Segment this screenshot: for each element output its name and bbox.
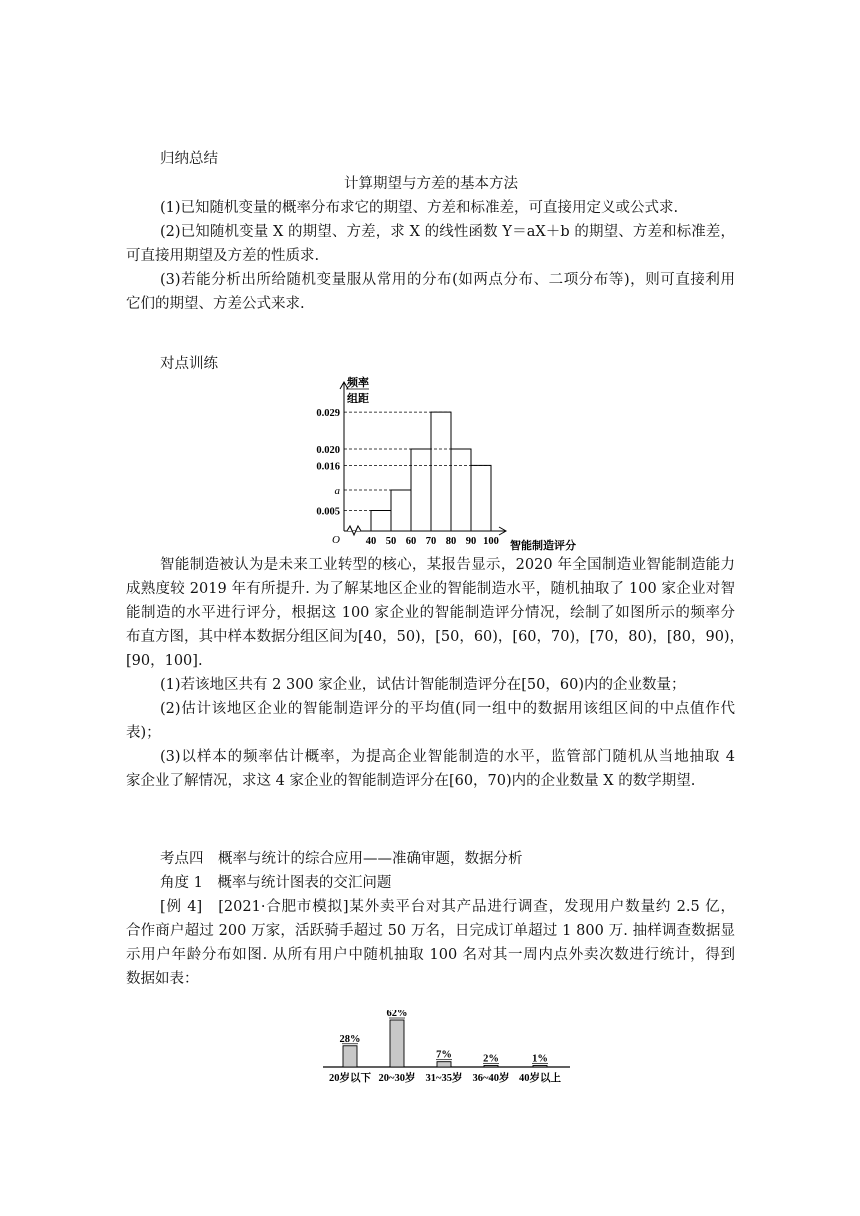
age-bar xyxy=(484,1065,498,1067)
histogram-bar xyxy=(451,449,471,531)
y-tick-label: 0.005 xyxy=(316,506,340,518)
y-axis-label-top: 频率 xyxy=(347,377,369,389)
training-p-line4: 布直方图，其中样本数据分组区间为[40，50)，[50，60)，[60，70)，[70，80)，[80，90)， xyxy=(126,629,745,645)
y-axis-label-bottom: 组距 xyxy=(347,393,369,405)
question-1: (1)若该地区共有 2 300 家企业，试估计智能制造评分在[50，60)内的企业数量； xyxy=(160,677,686,693)
y-tick-label: 0.016 xyxy=(316,461,340,473)
histogram-bar xyxy=(371,511,391,532)
histogram-bar xyxy=(431,412,451,531)
summary-heading: 归纳总结 xyxy=(160,151,218,167)
training-heading: 对点训练 xyxy=(160,356,218,372)
summary-title: 计算期望与方差的基本方法 xyxy=(344,176,518,192)
age-bar xyxy=(533,1066,547,1068)
example-line4: 数据如表： xyxy=(126,971,199,987)
summary-p2-line2: 可直接用期望及方差的性质求. xyxy=(126,248,320,264)
question-3-line2: 家企业了解情况，求这 4 家企业的智能制造评分在[60，70)内的企业数量 X 的数学期望. xyxy=(126,773,696,789)
bar-value-label: 62% xyxy=(386,1010,408,1019)
question-2-line2: 表)； xyxy=(126,725,161,741)
bar-value-label: 28% xyxy=(339,1033,361,1045)
training-p-line1: 智能制造被认为是未来工业转型的核心，某报告显示，2020 年全国制造业智能制造能力 xyxy=(160,557,735,573)
category-label: 40岁以上 xyxy=(519,1073,561,1084)
x-tick-label: 50 xyxy=(385,536,397,547)
bar-value-label: 7% xyxy=(436,1049,452,1061)
age-bar-chart xyxy=(320,1010,580,1096)
origin-label: O xyxy=(332,534,340,546)
example-line1: [例 4] [2021·合肥市模拟]某外卖平台对其产品进行调查，发现用户数量约 2.5 亿， xyxy=(160,899,735,915)
histogram-bar xyxy=(471,465,491,531)
summary-p3-line2: 它们的期望、方差公式来求. xyxy=(126,296,305,312)
age-bar xyxy=(390,1020,404,1067)
summary-p2-line1: (2)已知随机变量 X 的期望、方差，求 X 的线性函数 Y＝aX＋b 的期望、方差和标准差， xyxy=(160,224,735,240)
category-label: 31~35岁 xyxy=(425,1073,463,1084)
y-tick-label: 0.020 xyxy=(316,445,340,456)
y-tick-label: 0.029 xyxy=(316,408,340,420)
category-label: 20~30岁 xyxy=(378,1073,416,1084)
question-2-line1: (2)估计该地区企业的智能制造评分的平均值(同一组中的数据用该组区间的中点值作代 xyxy=(160,701,735,717)
bar-value-label: 1% xyxy=(532,1053,548,1065)
x-axis-label: 智能制造评分 xyxy=(510,540,576,552)
x-tick-label: 70 xyxy=(425,536,437,547)
question-3-line1: (3)以样本的频率估计概率，为提高企业智能制造的水平，监管部门随机从当地抽取 4 xyxy=(160,749,735,765)
training-p-line5: [90，100]. xyxy=(126,653,203,669)
training-p-line3: 能制造的水平进行评分，根据这 100 家企业的智能制造评分情况，绘制了如图所示的频率分 xyxy=(126,605,735,621)
histogram-bar xyxy=(391,490,411,531)
x-tick-label: 90 xyxy=(465,536,477,547)
section4-angle: 角度 1 概率与统计图表的交汇问题 xyxy=(160,875,392,891)
category-label: 20岁以下 xyxy=(329,1073,371,1084)
x-tick-label: 60 xyxy=(405,536,417,547)
section4-heading: 考点四 概率与统计的综合应用——准确审题，数据分析 xyxy=(160,851,523,867)
bar-value-label: 2% xyxy=(483,1053,499,1065)
x-tick-label: 80 xyxy=(445,536,457,547)
x-tick-label: 40 xyxy=(365,536,377,547)
example-line3: 示用户年龄分布如图. 从所有用户中随机抽取 100 名对其一周内点外卖次数进行统计，得到 xyxy=(126,947,735,963)
summary-p3-line1: (3)若能分析出所给随机变量服从常用的分布(如两点分布、二项分布等)，则可直接利用 xyxy=(160,272,735,288)
x-tick-label: 100 xyxy=(483,536,499,547)
y-tick-label: a xyxy=(334,485,340,497)
histogram-bar xyxy=(411,449,431,531)
training-p-line2: 成熟度较 2019 年有所提升. 为了解某地区企业的智能制造水平，随机抽取了 100 家企业对智 xyxy=(126,581,735,597)
age-bar xyxy=(343,1046,357,1067)
summary-p1: (1)已知随机变量的概率分布求它的期望、方差和标准差，可直接用定义或公式求. xyxy=(160,200,679,216)
age-bar xyxy=(437,1062,451,1067)
histogram-chart xyxy=(300,372,600,554)
category-label: 36~40岁 xyxy=(472,1073,510,1084)
example-line2: 合作商户超过 200 万家，活跃骑手超过 50 万名，日完成订单超过 1 800 万. 抽样调查数据显 xyxy=(126,923,735,939)
